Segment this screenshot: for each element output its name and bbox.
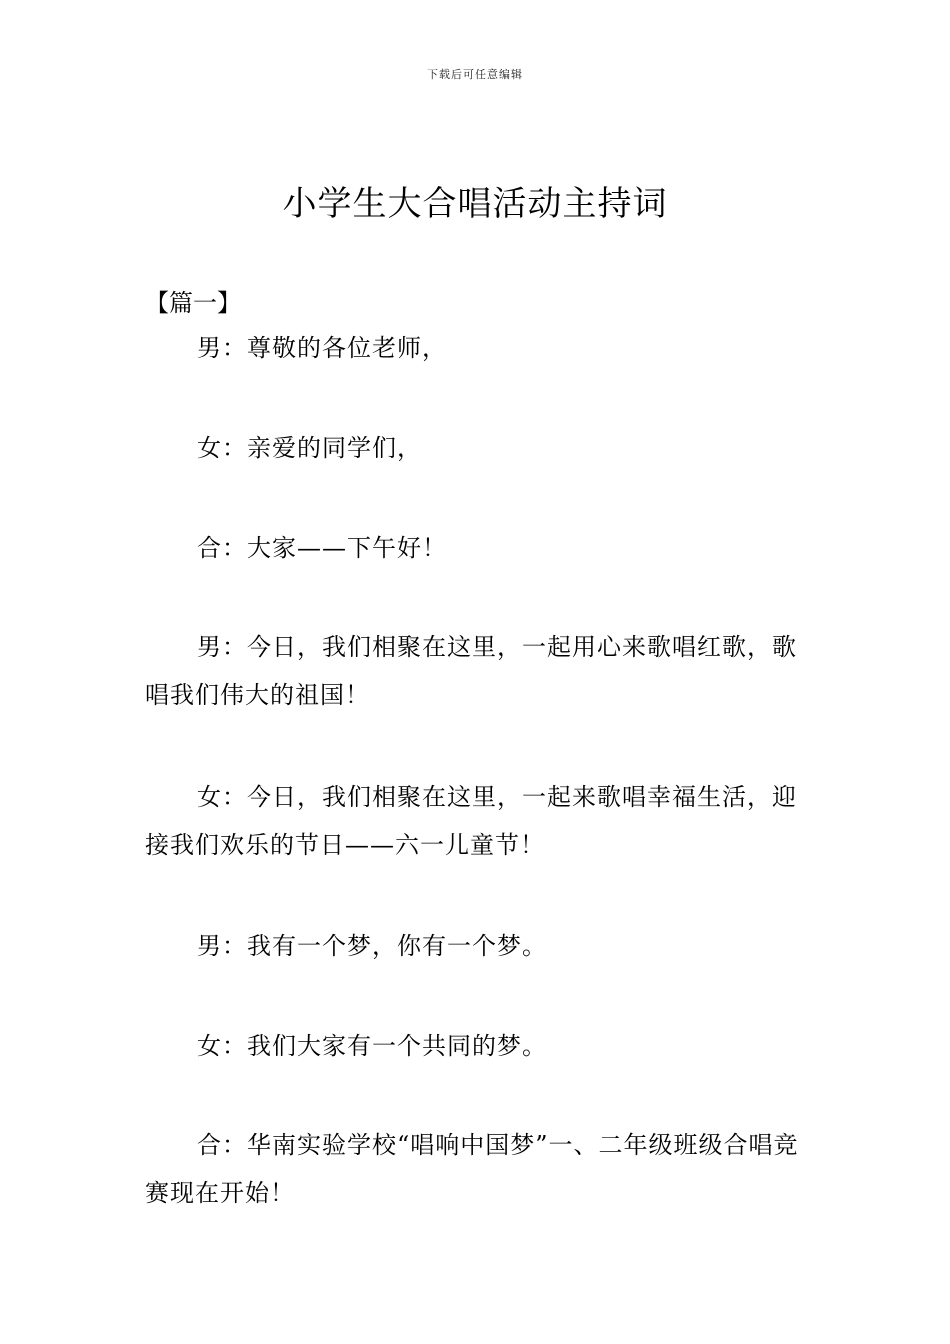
paragraph: 合：华南实验学校“唱响中国梦”一、二年级班级合唱竞赛现在开始！ [145, 1131, 799, 1207]
document-title: 小学生大合唱活动主持词 [282, 184, 668, 224]
paragraph: 男：今日，我们相聚在这里，一起用心来歌唱红歌，歌唱我们伟大的祖国！ [145, 633, 797, 709]
paragraph: 女：亲爱的同学们， [197, 434, 422, 462]
paragraph: 合：大家——下午好！ [197, 534, 447, 562]
paragraph: 男：我有一个梦，你有一个梦。 [197, 932, 547, 960]
paragraph: 男：尊敬的各位老师， [197, 334, 447, 362]
paragraph: 女：我们大家有一个共同的梦。 [197, 1032, 547, 1060]
paragraph: 女：今日，我们相聚在这里，一起来歌唱幸福生活，迎接我们欢乐的节日——六一儿童节！ [145, 783, 797, 859]
header-note: 下载后可任意编辑 [427, 68, 523, 81]
section-label: 【篇一】 [145, 289, 241, 317]
